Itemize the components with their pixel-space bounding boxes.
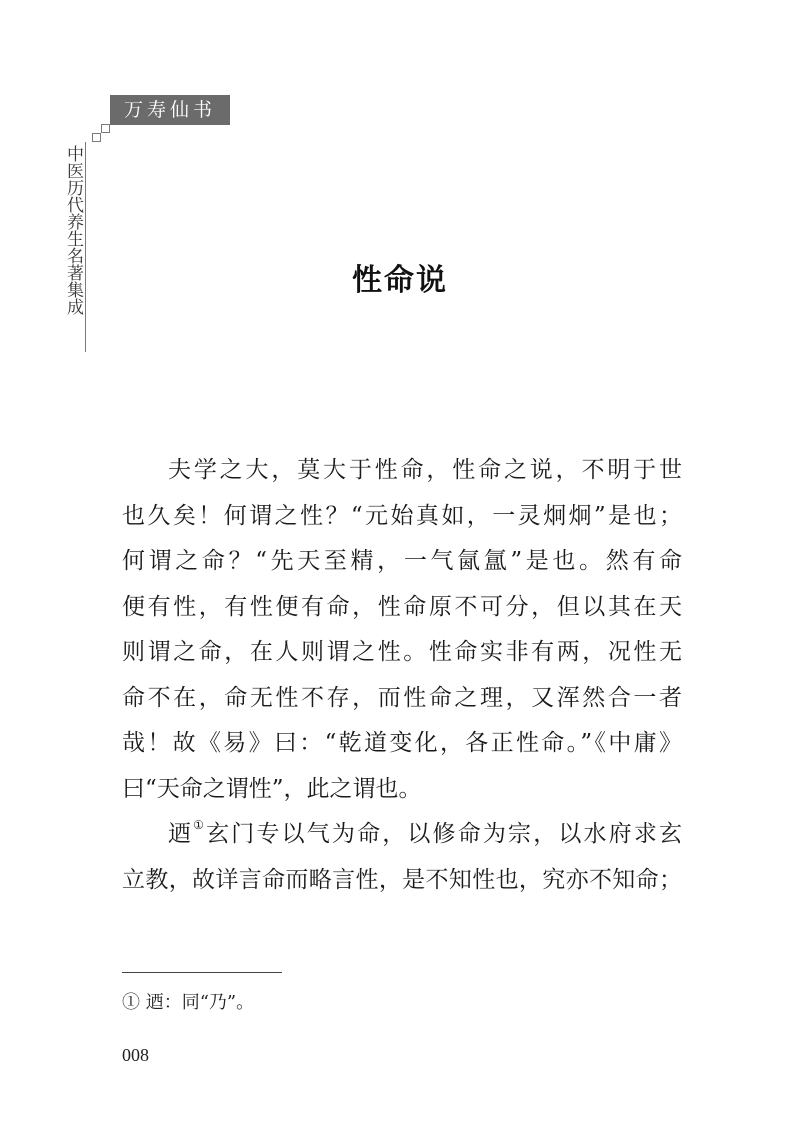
page-number: 008 <box>122 1045 149 1065</box>
footnoted-char: 迺 <box>168 821 194 847</box>
footnote-marker[interactable]: ① <box>193 818 207 832</box>
text-line: 也久矣！何谓之性？“元始真如，一灵炯炯”是也； <box>122 502 682 529</box>
decorative-square <box>92 133 101 142</box>
text-line: 命不在，命无性不存，而性命之理，又浑然合一者 <box>122 684 682 711</box>
series-title: 中医历代养生名著集成 <box>63 145 83 315</box>
text-line: 曰“天命之谓性”，此之谓也。 <box>122 775 422 802</box>
text-line: 哉！故《易》曰：“乾道变化，各正性命。”《中庸》 <box>122 730 682 756</box>
text-line-rest: 玄门专以气为命，以修命为宗，以水府求玄 <box>206 821 683 847</box>
text-line: 夫学之大，莫大于性命，性命之说，不明于世 <box>168 457 682 483</box>
book-title-tab: 万寿仙书 <box>110 95 230 125</box>
series-rule <box>85 142 86 352</box>
text-line-with-footnote <box>122 812 682 858</box>
text-line: 何谓之命？“先天至精，一气氤氲”是也。然有命 <box>122 548 682 574</box>
text-line: 则谓之命，在人则谓之性。性命实非有两，况性无 <box>122 639 682 665</box>
header-rule <box>110 124 230 125</box>
body-text <box>122 448 682 903</box>
text-line: 立教，故详言命而略言性，是不知性也，究亦不知命； <box>122 866 682 893</box>
footnote: ① 迺：同“乃”。 <box>122 992 255 1013</box>
decorative-square <box>101 124 110 133</box>
footnote-rule <box>122 972 282 973</box>
chapter-title: 性命说 <box>352 263 448 298</box>
text-line: 便有性，有性便有命，性命原不可分，但以其在天 <box>122 593 682 620</box>
